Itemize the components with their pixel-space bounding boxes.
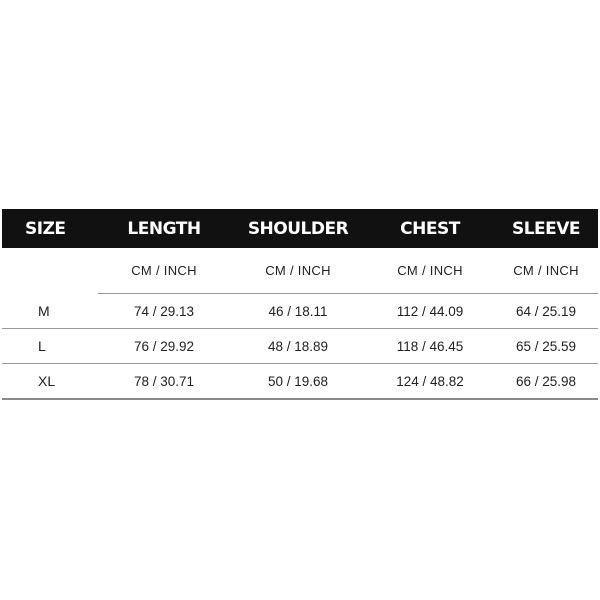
- length-cell: 74 / 29.13: [98, 294, 230, 329]
- shoulder-cell: 46 / 18.11: [230, 294, 366, 329]
- sleeve-cell: 65 / 25.59: [494, 329, 598, 364]
- shoulder-cell: 48 / 18.89: [230, 329, 366, 364]
- unit-cell-length: CM / INCH: [98, 248, 230, 294]
- chest-cell: 112 / 44.09: [366, 294, 494, 329]
- unit-cell-size: [2, 248, 98, 294]
- header-row: [2, 209, 598, 248]
- size-cell: L: [2, 329, 98, 364]
- chest-cell: 124 / 48.82: [366, 364, 494, 400]
- table-row: [2, 294, 598, 329]
- length-cell: 78 / 30.71: [98, 364, 230, 400]
- header-length: LENGTH: [98, 209, 230, 248]
- shoulder-cell: 50 / 19.68: [230, 364, 366, 400]
- sleeve-cell: 64 / 25.19: [494, 294, 598, 329]
- unit-cell-chest: CM / INCH: [366, 248, 494, 294]
- table-row: [2, 364, 598, 400]
- size-cell: M: [2, 294, 98, 329]
- header-shoulder: SHOULDER: [230, 209, 366, 248]
- table-row: [2, 329, 598, 364]
- header-chest: CHEST: [366, 209, 494, 248]
- unit-cell-sleeve: CM / INCH: [494, 248, 598, 294]
- size-cell: XL: [2, 364, 98, 400]
- header-size: SIZE: [2, 209, 98, 248]
- unit-cell-shoulder: CM / INCH: [230, 248, 366, 294]
- unit-row: [2, 248, 598, 294]
- chest-cell: 118 / 46.45: [366, 329, 494, 364]
- size-chart-table: [2, 209, 598, 400]
- header-sleeve: SLEEVE: [494, 209, 598, 248]
- sleeve-cell: 66 / 25.98: [494, 364, 598, 400]
- length-cell: 76 / 29.92: [98, 329, 230, 364]
